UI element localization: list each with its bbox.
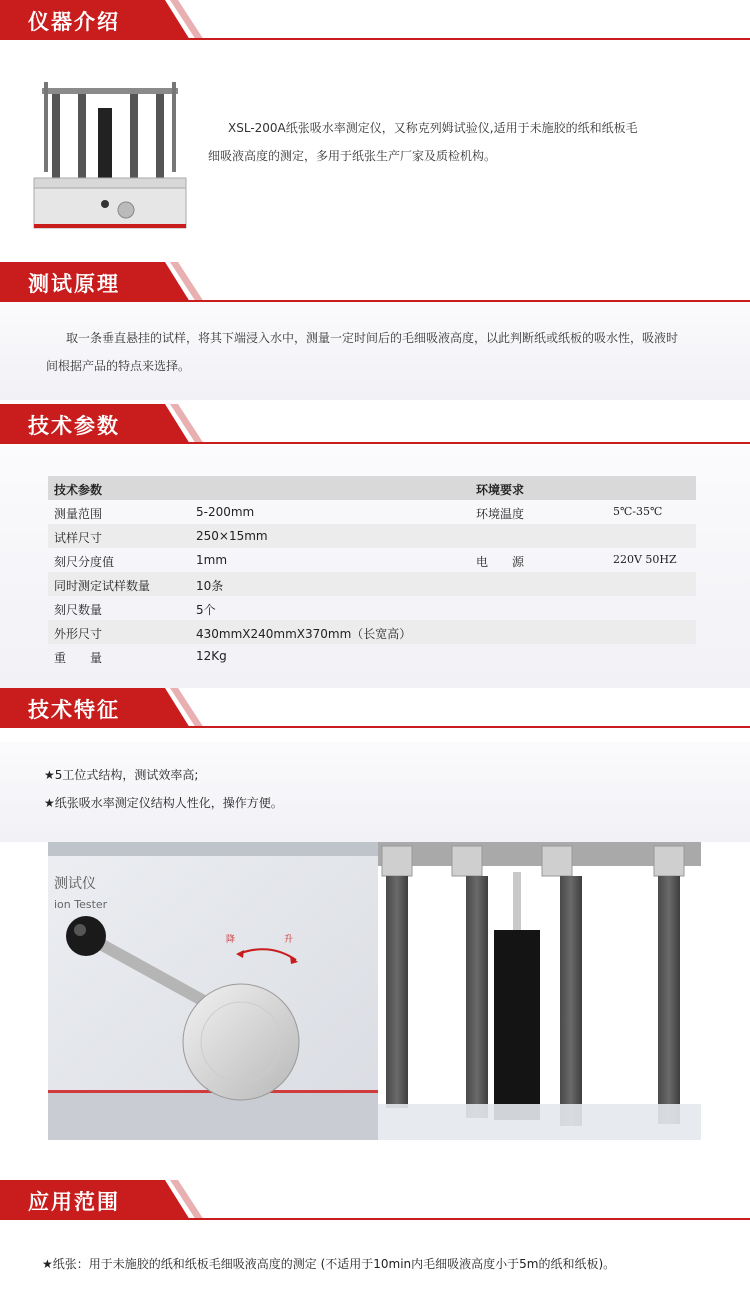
row-label: 刻尺数量 [54, 603, 103, 617]
instrument-photo [48, 842, 701, 1140]
row-value: 5个 [196, 603, 216, 617]
row-label: 试样尺寸 [54, 531, 103, 545]
table-row [48, 548, 696, 572]
principle-line-1: 取一条垂直悬挂的试样，将其下端浸入水中，测量一定时间后的毛细吸液高度，以此判断纸或纸板的吸水性，吸液时 [66, 331, 679, 345]
feature-item: ★纸张吸水率测定仪结构人性化，操作方便。 [44, 796, 283, 810]
env-label: 环境温度 [476, 507, 525, 521]
spec-table [48, 476, 696, 668]
table-row [48, 572, 696, 596]
row-label: 重 量 [54, 651, 103, 665]
row-label: 同时测定试样数量 [54, 579, 151, 593]
row-value: 10条 [196, 579, 224, 593]
application-text: ★纸张：用于未施胶的纸和纸板毛细吸液高度的测定 (不适用于10min内毛细吸液高度小于5m的纸和纸板)。 [42, 1257, 616, 1271]
row-label: 测量范围 [54, 507, 103, 521]
principle-line-2: 间根据产品的特点来选择。 [46, 359, 191, 373]
table-row [48, 500, 696, 524]
row-value: 250×15mm [196, 529, 268, 543]
env-label: 电 源 [476, 555, 525, 569]
row-label: 外形尺寸 [54, 627, 103, 641]
row-value: 5-200mm [196, 505, 255, 519]
section-title: 测试原理 [28, 272, 120, 296]
row-value: 430mmX240mmX370mm（长宽高） [196, 627, 412, 641]
arrow-up-label: 升 [284, 935, 294, 945]
section-header-application [0, 1180, 750, 1222]
arrow-down-label: 降 [226, 935, 236, 945]
section-title: 技术特征 [28, 698, 120, 722]
spec-table-header [48, 476, 696, 500]
product-image [30, 82, 190, 232]
panel-text: 测试仪 [54, 876, 96, 892]
env-value: 220V 50HZ [613, 553, 677, 566]
section-title: 应用范围 [28, 1190, 120, 1214]
header-env: 环境要求 [476, 483, 525, 497]
section-header-intro [0, 0, 750, 42]
table-row [48, 596, 696, 620]
section-header-params [0, 404, 750, 446]
row-value: 1mm [196, 553, 228, 567]
feature-item: ★5工位式结构，测试效率高; [44, 768, 199, 782]
intro-line-1: XSL-200A纸张吸水率测定仪，又称克列姆试验仪,适用于未施胶的纸和纸板毛 [228, 121, 638, 135]
table-row [48, 644, 696, 668]
table-row [48, 620, 696, 644]
section-title: 技术参数 [28, 414, 120, 438]
intro-line-2: 细吸液高度的测定，多用于纸张生产厂家及质检机构。 [208, 149, 497, 163]
table-row [48, 524, 696, 548]
header-params: 技术参数 [54, 483, 103, 497]
row-label: 刻尺分度值 [54, 555, 115, 569]
env-value: 5℃-35℃ [613, 505, 663, 518]
panel-subtext: ion Tester [54, 898, 108, 911]
section-header-features [0, 688, 750, 730]
section-title: 仪器介绍 [28, 10, 120, 34]
section-header-principle [0, 262, 750, 304]
row-value: 12Kg [196, 649, 227, 663]
